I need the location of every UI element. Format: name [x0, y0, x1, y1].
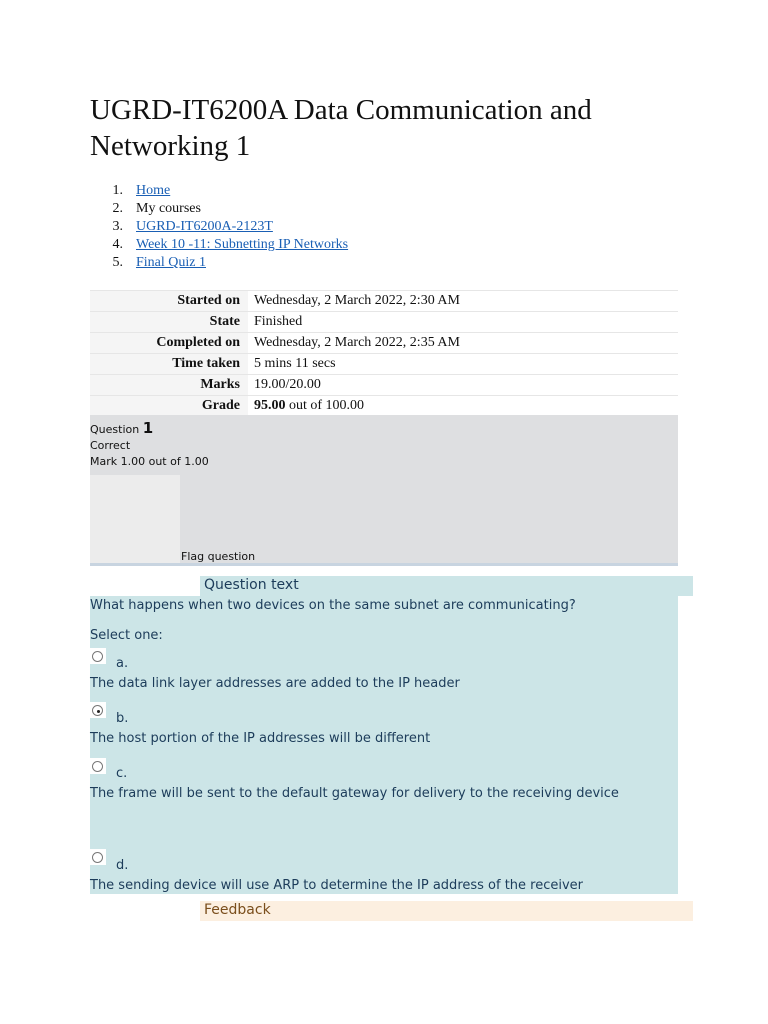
- radio-circle: [92, 852, 103, 863]
- attempt-summary-table: [90, 290, 678, 417]
- summary-label: State: [90, 312, 248, 333]
- summary-label: Started on: [90, 291, 248, 312]
- breadcrumb-number: 1.: [112, 183, 123, 198]
- question-number: [90, 419, 153, 437]
- summary-label: Time taken: [90, 354, 248, 375]
- option-b-text[interactable]: The host portion of the IP addresses will be different: [90, 731, 431, 746]
- breadcrumb-link-home[interactable]: Home: [136, 183, 171, 198]
- question-grade: Mark 1.00 out of 1.00: [90, 455, 209, 468]
- option-d-radio[interactable]: [90, 849, 106, 865]
- radio-circle: [92, 651, 103, 662]
- summary-label: Completed on: [90, 333, 248, 354]
- breadcrumb-item[interactable]: [90, 218, 348, 236]
- summary-value: 5 mins 11 secs: [248, 354, 678, 375]
- option-b-radio[interactable]: [90, 702, 106, 718]
- radio-circle: [92, 705, 103, 716]
- summary-value: Finished: [248, 312, 678, 333]
- flag-question-link[interactable]: Flag question: [181, 550, 256, 563]
- breadcrumb-my-courses: My courses: [136, 201, 201, 216]
- question-number-value: 1: [142, 419, 154, 437]
- feedback-header: [200, 901, 693, 921]
- option-d-text[interactable]: The sending device will use ARP to determine the IP address of the receiver: [90, 878, 584, 893]
- grade-value: 95.00: [254, 398, 286, 413]
- question-body: [90, 596, 678, 894]
- summary-row: [90, 375, 678, 396]
- breadcrumb-link-course[interactable]: UGRD-IT6200A-2123T: [136, 219, 273, 234]
- summary-row: [90, 396, 678, 417]
- summary-row: [90, 354, 678, 375]
- option-c-radio[interactable]: [90, 758, 106, 774]
- breadcrumb-number: 5.: [112, 255, 123, 270]
- question-text-header: [200, 576, 693, 596]
- summary-row: [90, 312, 678, 333]
- option-d-letter: d.: [116, 858, 129, 873]
- summary-value: Wednesday, 2 March 2022, 2:30 AM: [248, 291, 678, 312]
- breadcrumb-number: 3.: [112, 219, 123, 234]
- question-info-inner: [90, 475, 180, 565]
- breadcrumb-item[interactable]: [90, 182, 348, 200]
- summary-label: Marks: [90, 375, 248, 396]
- breadcrumb: [90, 182, 348, 272]
- feedback-heading: Feedback: [204, 902, 271, 918]
- question-prefix: Question: [90, 423, 143, 436]
- option-c-text[interactable]: The frame will be sent to the default gateway for delivery to the receiving device: [90, 786, 619, 801]
- select-one-prompt: Select one:: [90, 628, 163, 643]
- option-a-text[interactable]: The data link layer addresses are added to the IP header: [90, 676, 460, 691]
- radio-selected-dot: [97, 710, 100, 713]
- breadcrumb-link-week[interactable]: Week 10 -11: Subnetting IP Networks: [136, 237, 349, 252]
- summary-row: [90, 291, 678, 312]
- question-state: Correct: [90, 439, 131, 452]
- summary-row: [90, 333, 678, 354]
- question-text-heading: Question text: [204, 577, 299, 593]
- summary-value: Wednesday, 2 March 2022, 2:35 AM: [248, 333, 678, 354]
- option-c-letter: c.: [116, 766, 128, 781]
- summary-value: [248, 396, 678, 417]
- option-b-letter: b.: [116, 711, 129, 726]
- breadcrumb-item: [90, 200, 348, 218]
- breadcrumb-item[interactable]: [90, 254, 348, 272]
- summary-label: Grade: [90, 396, 248, 417]
- question-text: What happens when two devices on the same subnet are communicating?: [90, 598, 576, 613]
- summary-value: 19.00/20.00: [248, 375, 678, 396]
- breadcrumb-number: 2.: [112, 201, 123, 216]
- question-info-border: [90, 563, 678, 566]
- breadcrumb-link-quiz[interactable]: Final Quiz 1: [136, 255, 206, 270]
- breadcrumb-item[interactable]: [90, 236, 348, 254]
- option-a-radio[interactable]: [90, 648, 106, 664]
- page-title: UGRD-IT6200A Data Communication and Networking 1: [90, 94, 592, 162]
- breadcrumb-number: 4.: [112, 237, 123, 252]
- question-info-panel: [90, 415, 678, 565]
- radio-circle: [92, 761, 103, 772]
- grade-out-of: out of 100.00: [285, 398, 365, 413]
- option-a-letter: a.: [116, 656, 129, 671]
